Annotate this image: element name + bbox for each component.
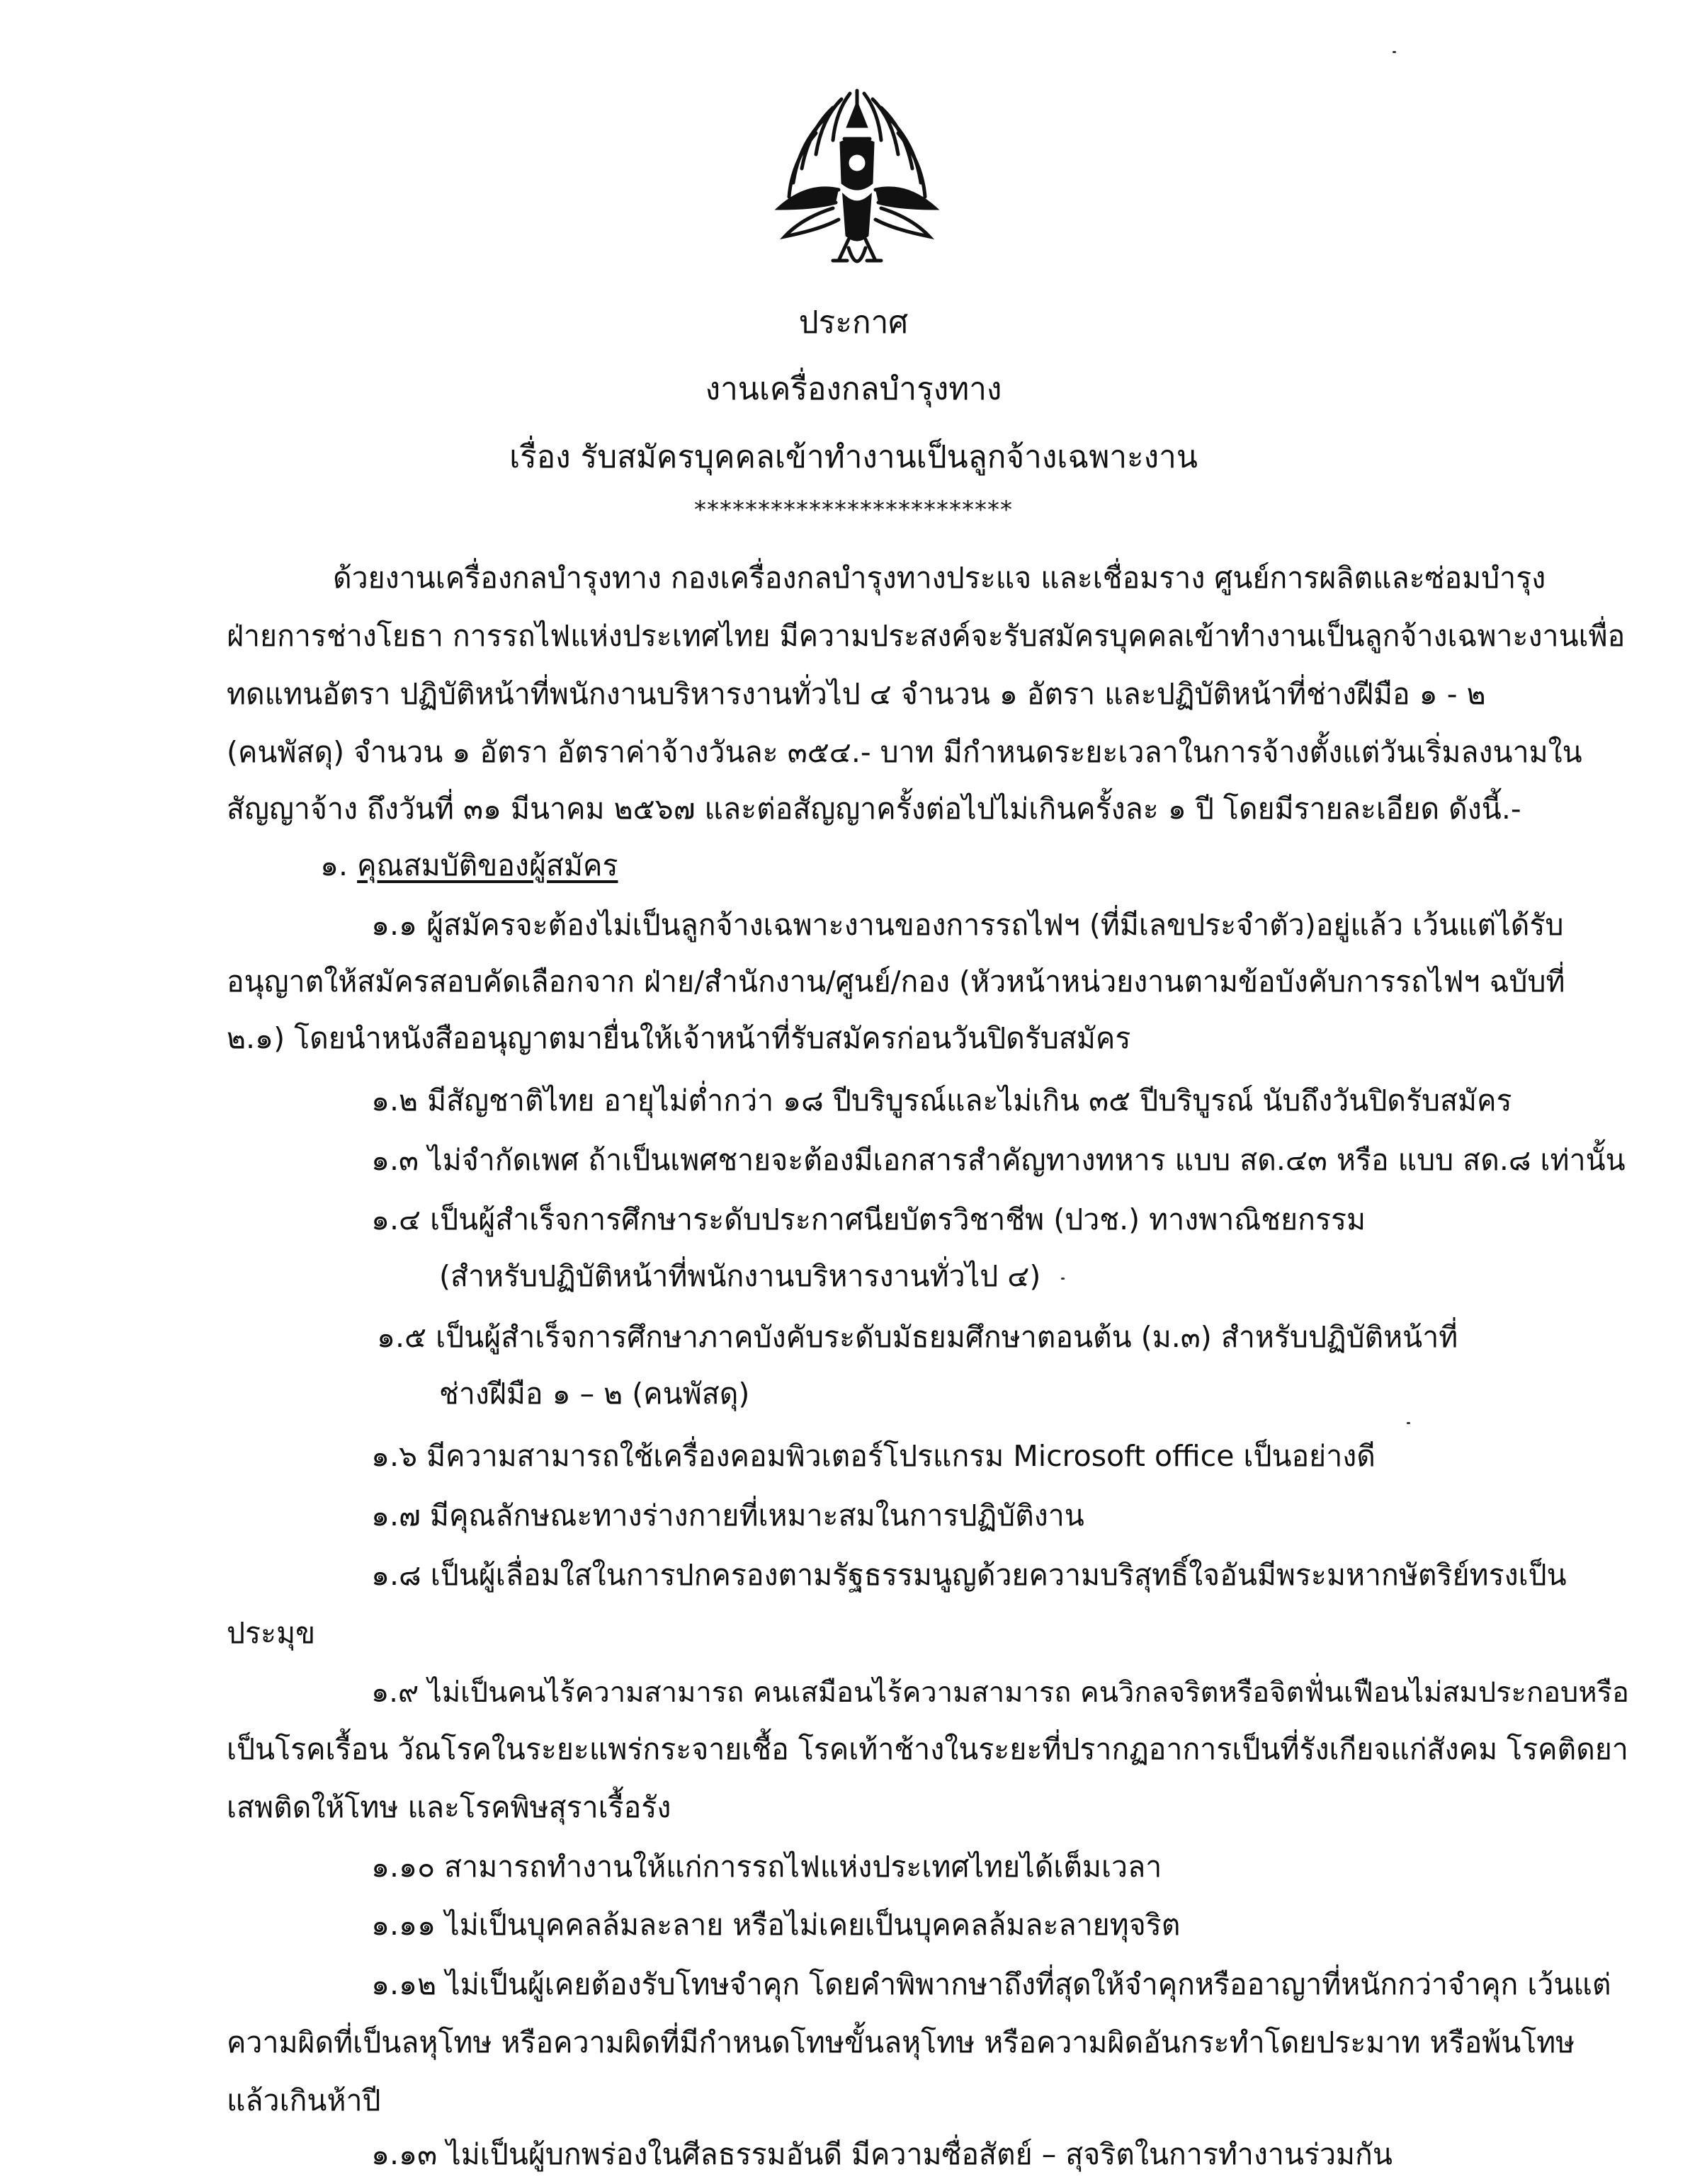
item-1-12-line: แล้วเกินห้าปี <box>227 2083 381 2117</box>
item-1-2: ๑.๒ มีสัญชาติไทย อายุไม่ต่ำกว่า ๑๘ ปีบริบูรณ์และไม่เกิน ๓๕ ปีบริบูรณ์ นับถึงวันปิดรับสมัคร <box>371 1084 1512 1117</box>
intro-line: (คนพัสดุ) จำนวน ๑ อัตรา อัตราค่าจ้างวันละ ๓๕๔.- บาท มีกำหนดระยะเวลาในการจ้างตั้งแต่วันเริ่มลงนามใน <box>227 735 1582 769</box>
intro-line: ฝ่ายการช่างโยธา การรถไฟแห่งประเทศไทย มีความประสงค์จะรับสมัครบุคคลเข้าทำงานเป็นลูกจ้างเฉพาะงานเพื่อ <box>227 619 1626 653</box>
item-1-1-line: อนุญาตให้สมัครสอบคัดเลือกจาก ฝ่าย/สำนักงาน/ศูนย์/กอง (หัวหน้าหน่วยงานตามข้อบังคับการรถไฟฯ ฉบับที่ <box>227 965 1565 999</box>
separator-line: ************************* <box>694 496 1013 524</box>
announcement-subject: เรื่อง รับสมัครบุคคลเข้าทำงานเป็นลูกจ้างเฉพาะงาน <box>509 439 1198 475</box>
section-title: คุณสมบัติของผู้สมัคร <box>357 848 618 882</box>
section-number: ๑. <box>320 848 348 882</box>
item-1-4-line: (สำหรับปฏิบัติหน้าที่พนักงานบริหารงานทั่วไป ๔) <box>439 1259 1041 1293</box>
item-1-3: ๑.๓ ไม่จำกัดเพศ ถ้าเป็นเพศชายจะต้องมีเอกสารสำคัญทางทหาร แบบ สด.๔๓ หรือ แบบ สด.๘ เท่านั้น <box>371 1143 1626 1177</box>
department-name: งานเครื่องกลบำรุงทาง <box>705 371 1002 407</box>
item-1-9-line: เป็นโรคเรื้อน วัณโรคในระยะแพร่กระจายเชื้อ โรคเท้าช้างในระยะที่ปรากฏอาการเป็นที่รังเกียจแก่สังคม โรคติดยา <box>227 1732 1628 1766</box>
section-heading <box>320 847 618 884</box>
item-1-5-line: ช่างฝีมือ ๑ – ๒ (คนพัสดุ) <box>439 1377 750 1411</box>
intro-line: ทดแทนอัตรา ปฏิบัติหน้าที่พนักงานบริหารงานทั่วไป ๔ จำนวน ๑ อัตรา และปฏิบัติหน้าที่ช่างฝีมือ ๑ - ๒ <box>227 677 1486 711</box>
item-1-9-line: ๑.๙ ไม่เป็นคนไร้ความสามารถ คนเสมือนไร้ความสามารถ คนวิกลจริตหรือจิตฟั่นเฟือนไม่สมประกอบหรือ <box>371 1676 1629 1709</box>
item-1-11: ๑.๑๑ ไม่เป็นบุคคลล้มละลาย หรือไม่เคยเป็นบุคคลล้มละลายทุจริต <box>371 1908 1181 1942</box>
scan-speck <box>1061 1278 1065 1280</box>
item-1-7: ๑.๗ มีคุณลักษณะทางร่างกายที่เหมาะสมในการปฏิบัติงาน <box>371 1498 1084 1532</box>
scan-speck <box>1393 51 1396 53</box>
intro-line: สัญญาจ้าง ถึงวันที่ ๓๑ มีนาคม ๒๕๖๗ และต่อสัญญาครั้งต่อไปไม่เกินครั้งละ ๑ ปี โดยมีรายละเอียด ดังนี้.- <box>227 792 1521 826</box>
item-1-12-line: ๑.๑๒ ไม่เป็นผู้เคยต้องรับโทษจำคุก โดยคำพิพากษาถึงที่สุดให้จำคุกหรืออาญาที่หนักกว่าจำคุก เว้นแต่ <box>371 1967 1611 2001</box>
item-1-6: ๑.๖ มีความสามารถใช้เครื่องคอมพิวเตอร์โปรแกรม Microsoft office เป็นอย่างดี <box>371 1439 1376 1473</box>
item-1-10: ๑.๑๐ สามารถทำงานให้แก่การรถไฟแห่งประเทศไทยได้เต็มเวลา <box>371 1850 1162 1884</box>
announcement-title: ประกาศ <box>798 305 909 341</box>
state-railway-winged-emblem-icon <box>765 84 949 289</box>
item-1-1-line: ๑.๑ ผู้สมัครจะต้องไม่เป็นลูกจ้างเฉพาะงานของการรถไฟฯ (ที่มีเลขประจำตัว)อยู่แล้ว เว้นแต่ได้รับ <box>371 908 1564 942</box>
item-1-4-line: ๑.๔ เป็นผู้สำเร็จการศึกษาระดับประกาศนียบัตรวิชาชีพ (ปวช.) ทางพาณิชยกรรม <box>371 1202 1366 1236</box>
item-1-13: ๑.๑๓ ไม่เป็นผู้บกพร่องในศีลธรรมอันดี มีความซื่อสัตย์ – สุจริตในการทำงานร่วมกัน <box>371 2137 1393 2171</box>
item-1-1-line: ๒.๑) โดยนำหนังสืออนุญาตมายื่นให้เจ้าหน้าที่รับสมัครก่อนวันปิดรับสมัคร <box>227 1021 1131 1055</box>
item-1-12-line: ความผิดที่เป็นลหุโทษ หรือความผิดที่มีกำหนดโทษขั้นลหุโทษ หรือความผิดอันกระทำโดยประมาท หรือพ้นโทษ <box>227 2025 1575 2059</box>
item-1-9-line: เสพติดให้โทษ และโรคพิษสุราเรื้อรัง <box>227 1790 671 1824</box>
item-1-5-line: ๑.๕ เป็นผู้สำเร็จการศึกษาภาคบังคับระดับมัธยมศึกษาตอนต้น (ม.๓) สำหรับปฏิบัติหน้าที่ <box>377 1320 1458 1354</box>
item-1-8-line: ๑.๘ เป็นผู้เลื่อมใสในการปกครองตามรัฐธรรมนูญด้วยความบริสุทธิ์ใจอันมีพระมหากษัตริย์ทรงเป็น <box>371 1558 1567 1592</box>
scan-speck <box>1407 1422 1410 1424</box>
item-1-8-line: ประมุข <box>227 1616 316 1650</box>
intro-line: ด้วยงานเครื่องกลบำรุงทาง กองเครื่องกลบำรุงทางประแจ และเชื่อมราง ศูนย์การผลิตและซ่อมบำรุง <box>333 561 1546 595</box>
